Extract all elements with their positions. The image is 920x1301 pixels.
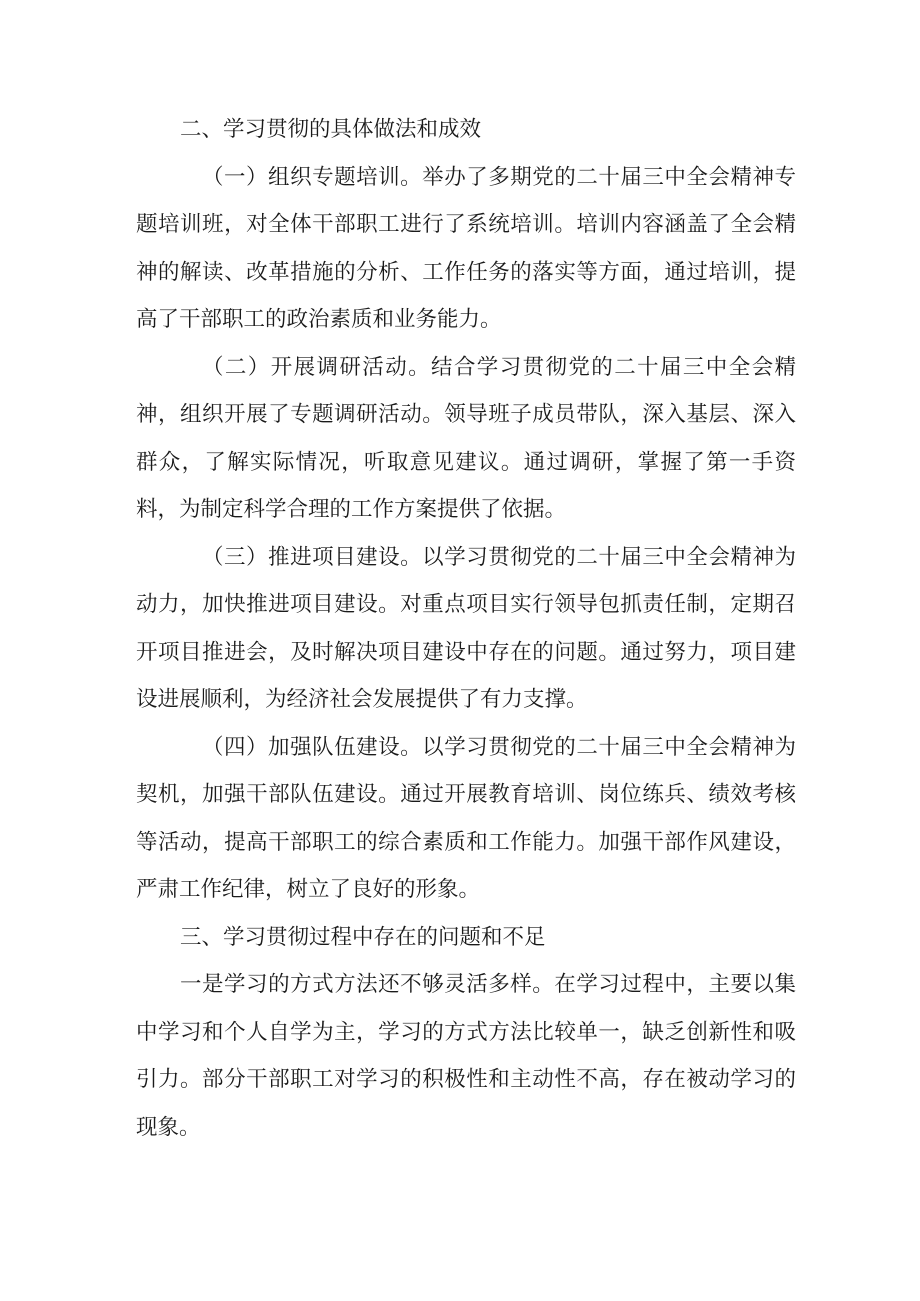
paragraph-team: （四）加强队伍建设。以学习贯彻党的二十届三中全会精神为契机，加强干部队伍建设。通过开展教育培训、岗位练兵、绩效考核等活动，提高干部职工的综合素质和工作能力。加强干部作风建设，严肃工作纪律，树立了良好的形象。 — [136, 734, 796, 902]
paragraph-training: （一）组织专题培训。举办了多期党的二十届三中全会精神专题培训班，对全体干部职工进行了系统培训。培训内容涵盖了全会精神的解读、改革措施的分析、工作任务的落实等方面，通过培训，提高了干部职工的政治素质和业务能力。 — [136, 164, 796, 332]
section-heading-3: 三、学习贯彻过程中存在的问题和不足 — [180, 924, 546, 950]
document-body — [136, 106, 796, 1151]
paragraph-problem-one: 一是学习的方式方法还不够灵活多样。在学习过程中，主要以集中学习和个人自学为主，学习的方式方法比较单一，缺乏创新性和吸引力。部分干部职工对学习的积极性和主动性不高，存在被动学习的现象。 — [136, 972, 796, 1140]
paragraph-research: （二）开展调研活动。结合学习贯彻党的二十届三中全会精神，组织开展了专题调研活动。领导班子成员带队，深入基层、深入群众，了解实际情况，听取意见建议。通过调研，掌握了第一手资料，为制定科学合理的工作方案提供了依据。 — [136, 354, 796, 522]
paragraph-projects: （三）推进项目建设。以学习贯彻党的二十届三中全会精神为动力，加快推进项目建设。对重点项目实行领导包抓责任制，定期召开项目推进会，及时解决项目建设中存在的问题。通过努力，项目建设进展顺利，为经济社会发展提供了有力支撑。 — [136, 544, 796, 712]
section-heading-2: 二、学习贯彻的具体做法和成效 — [180, 117, 482, 142]
